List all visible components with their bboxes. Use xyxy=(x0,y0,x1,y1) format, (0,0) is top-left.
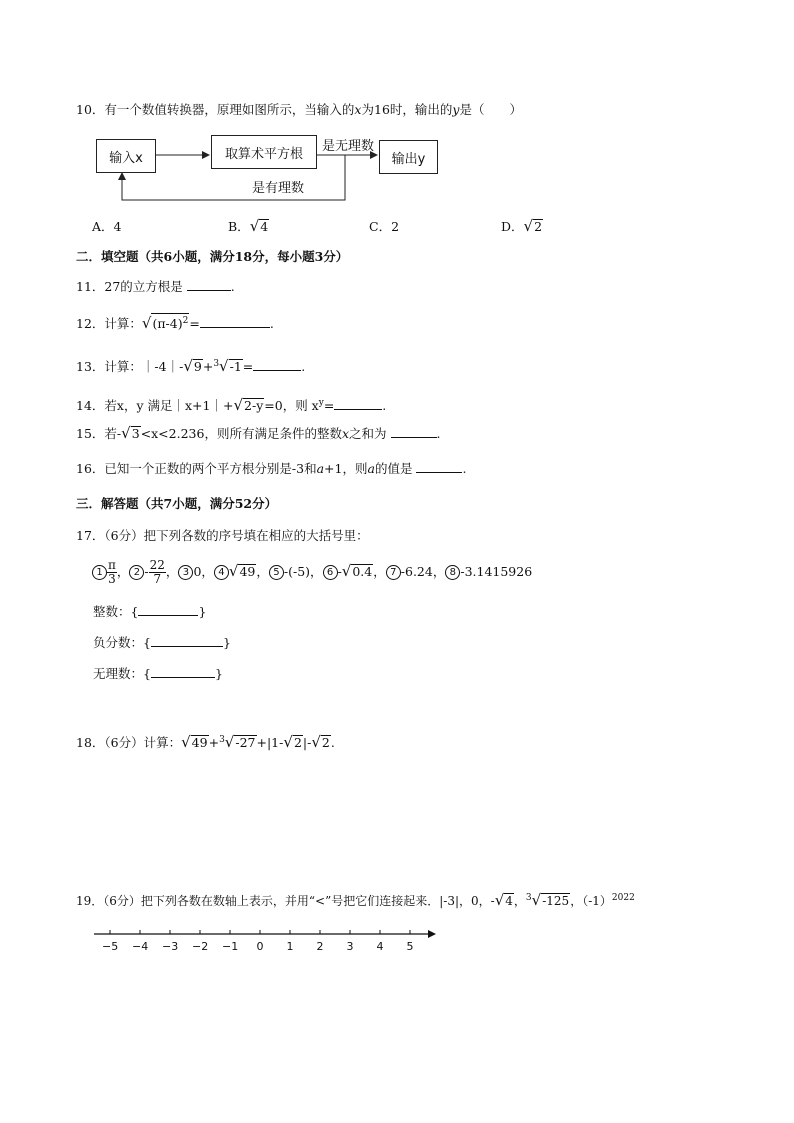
option-b: B．√4 xyxy=(228,217,269,235)
axis-tick-label: 2 xyxy=(316,940,324,953)
answer-blank[interactable] xyxy=(200,315,270,328)
axis-tick-label: −1 xyxy=(222,940,239,953)
sqrt-icon: √ xyxy=(228,562,239,580)
axis-tick-label: 4 xyxy=(376,940,384,953)
question-18: 18．（6分）计算：√49+$^3$√-27+|1-√2|-√2. xyxy=(76,733,335,752)
question-12: 12．计算：$√(\pi-4)^2=$ . xyxy=(76,314,274,333)
sqrt-icon: √ xyxy=(183,357,193,376)
answer-blank[interactable] xyxy=(391,425,437,438)
cbrt-icon: √ xyxy=(531,891,542,909)
category-irrational: 无理数：{ } xyxy=(93,666,223,681)
fraction-pi-3: $\frac{\pi}{3}$ xyxy=(108,558,116,586)
question-13: 13．计算：｜-4｜-√9+$^3$√-1= . xyxy=(76,357,306,376)
sqrt-icon: √ xyxy=(311,733,321,752)
fraction-22-7: $\frac{22}{7}$ xyxy=(149,558,165,586)
question-19: 19．（6分）把下列各数在数轴上表示，并用“<”号把它们连接起来．|-3|，0，-√4，$^3$√-125，$(-1)^{2022}$ xyxy=(76,891,635,909)
axis-tick-label: 0 xyxy=(256,940,264,953)
category-integer: 整数：{ } xyxy=(93,604,207,619)
sqrt-icon: √ xyxy=(233,396,244,415)
flow-output-box: 输出y xyxy=(379,140,438,174)
sqrt-icon: √ xyxy=(249,217,260,235)
answer-blank[interactable] xyxy=(138,603,198,616)
cbrt-icon: √ xyxy=(219,357,229,376)
sqrt-icon: √ xyxy=(341,562,352,580)
sqrt-icon: √ xyxy=(523,217,534,235)
axis-tick-label: −3 xyxy=(162,940,179,953)
sqrt-icon: √ xyxy=(494,891,505,909)
number-list: 1 $\frac{\pi}{3}$ ， 2 - $\frac{22}{7}$ ， 3 0， 4 √49， 5 -(-5)， 6 -√0.4， 7 -6.24， 8 -3.1415926 xyxy=(92,554,532,589)
cbrt-icon: √ xyxy=(224,733,235,752)
axis-tick-label: −5 xyxy=(102,940,119,953)
answer-blank[interactable] xyxy=(253,358,301,371)
answer-blank[interactable] xyxy=(416,460,462,473)
axis-tick-label: 3 xyxy=(346,940,354,953)
question-11: 11．27的立方根是 . xyxy=(76,279,235,294)
option-d: D．√2 xyxy=(501,217,543,235)
section-2-title: 二．填空题（共6小题，满分18分，每小题3分） xyxy=(76,249,349,264)
axis-tick-label: 1 xyxy=(286,940,294,953)
flow-rational-label: 是有理数 xyxy=(252,181,305,196)
question-16: 16．已知一个正数的两个平方根分别是-3和a+1，则a的值是 . xyxy=(76,461,467,476)
axis-tick-label: −4 xyxy=(132,940,149,953)
axis-tick-label: −2 xyxy=(192,940,209,953)
arrow-right-icon xyxy=(428,930,436,938)
flow-irrational-label: 是无理数 xyxy=(322,139,375,154)
flow-input-box: 输入x xyxy=(96,139,156,173)
sqrt-icon: √ xyxy=(283,733,293,752)
category-negative-fraction: 负分数：{ } xyxy=(93,635,231,650)
question-14: 14．若x，y 满足｜x+1｜+√2-y=0，则 $x^y=$ . xyxy=(76,396,387,415)
answer-blank[interactable] xyxy=(151,634,223,647)
axis-tick-label: 5 xyxy=(406,940,414,953)
flow-process-box: 取算术平方根 xyxy=(211,135,317,169)
answer-blank[interactable] xyxy=(334,397,382,410)
sqrt-icon: √ xyxy=(121,424,131,442)
answer-blank[interactable] xyxy=(151,665,215,678)
question-10: 10．有一个数值转换器，原理如图所示，当输入的x为16时，输出的y是（ ） xyxy=(76,102,522,117)
option-a: A．4 xyxy=(92,219,122,234)
option-c: C．2 xyxy=(369,219,400,234)
answer-blank[interactable] xyxy=(187,278,231,291)
sqrt-icon: √ xyxy=(141,314,152,333)
sqrt-icon: √ xyxy=(181,733,191,752)
section-3-title: 三．解答题（共7小题，满分52分） xyxy=(76,496,278,511)
question-15: 15．若-√3<x<2.236，则所有满足条件的整数x之和为 . xyxy=(76,424,441,442)
question-17: 17．（6分）把下列各数的序号填在相应的大括号里： xyxy=(76,528,369,543)
